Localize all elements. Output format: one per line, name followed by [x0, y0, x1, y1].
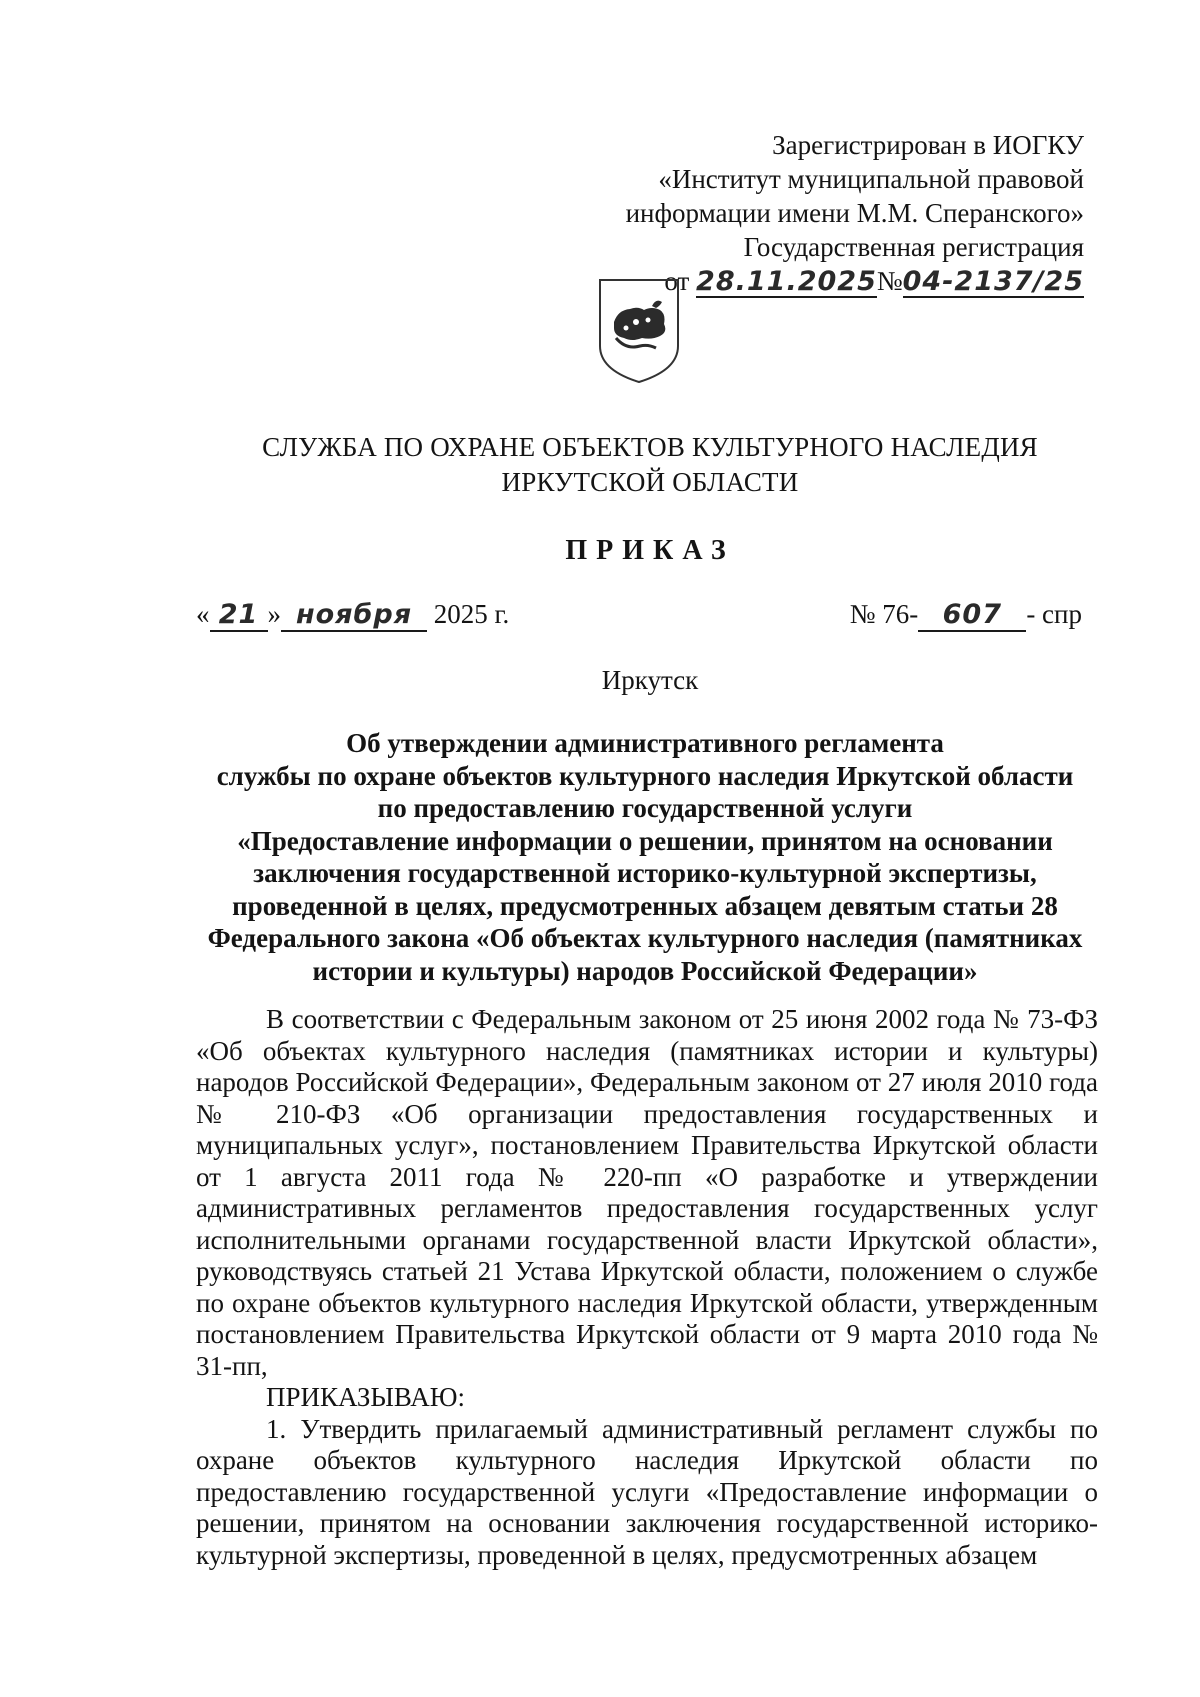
order-title: ПРИКАЗ	[565, 535, 735, 566]
order-number-suffix: - спр	[1026, 599, 1082, 629]
subject-line: истории и культуры) народов Российской Федерации»	[312, 955, 978, 986]
date-year: 2025 г.	[433, 599, 510, 629]
order-number-handwritten: 607	[918, 600, 1026, 632]
subject-line: по предоставлению государственной услуги	[377, 793, 913, 823]
organization-title-line-1: СЛУЖБА ПО ОХРАНЕ ОБЪЕКТОВ КУЛЬТУРНОГО НАСЛЕДИЯ	[262, 432, 1038, 462]
preamble-paragraph: В соответствии с Федеральным законом от 25 июня 2002 года № 73-ФЗ «Об объектах культурного наследия (памятниках истории и культуры) народов Российской Федерации», Федеральным законом от 27 июля 2010 года № 210-ФЗ «Об организации предоставления государственных и муниципальных услуг», постановлением Правительства Иркутской области от 1 августа 2011 года № 220-пп «О разработке и утверждении административных регламентов предоставления государственных услуг исполнительными органами государственной власти Иркутской области», руководствуясь статьей 21 Устава Иркутской области, положением о службе по охране объектов культурного наследия Иркутской области, утвержденным постановлением Правительства Иркутской области от 9 марта 2010 года № 31-пп,	[196, 1004, 1098, 1381]
date-open-quote: «	[196, 599, 210, 629]
registration-number-handwritten: 04-2137/25	[902, 266, 1084, 297]
registration-from-prefix: от	[664, 266, 690, 296]
registration-line-2: «Институт муниципальной правовой	[658, 164, 1084, 194]
subject-line: заключения государственной историко-культурной экспертизы,	[253, 858, 1037, 888]
organization-title-line-2: ИРКУТСКОЙ ОБЛАСТИ	[501, 467, 799, 497]
registration-date-handwritten: 28.11.2025	[696, 266, 877, 297]
registration-date-line	[626, 264, 1084, 298]
registration-line-3: информации имени М.М. Сперанского»	[625, 198, 1084, 228]
organization-title	[0, 430, 1200, 500]
registration-line-1: Зарегистрирован в ИОГКУ	[772, 130, 1084, 160]
city: Иркутск	[601, 665, 699, 695]
order-directive-word: ПРИКАЗЫВАЮ:	[266, 1382, 465, 1412]
order-subject	[195, 727, 1095, 987]
subject-line: Об утверждении административного регламента	[346, 728, 944, 758]
order-number-prefix: № 76-	[849, 599, 919, 629]
order-number	[850, 596, 1082, 632]
date-month-handwritten: ноября	[281, 600, 427, 632]
date-day-handwritten: 21	[210, 600, 268, 632]
registration-line-4: Государственная регистрация	[743, 232, 1084, 262]
coat-of-arms-emblem	[596, 276, 682, 386]
date-close-quote: »	[267, 599, 281, 629]
subject-line: Федерального закона «Об объектах культурного наследия (памятниках	[207, 923, 1083, 953]
subject-line: «Предоставление информации о решении, принятом на основании	[237, 825, 1053, 856]
order-item-1: 1. Утвердить прилагаемый административный регламент службы по охране объектов культурного наследия Иркутской области по предоставлению государственной услуги «Предоставление информации о решении, принятом на основании заключения государственной историко-культурной экспертизы, проведенной в целях, предусмотренных абзацем	[196, 1413, 1098, 1570]
order-date	[196, 596, 509, 632]
subject-line: проведенной в целях, предусмотренных абзацем девятым статьи 28	[232, 890, 1058, 921]
registration-number-sign: №	[876, 266, 903, 296]
registration-stamp	[626, 128, 1084, 298]
order-body	[196, 1004, 1098, 1571]
subject-line: службы по охране объектов культурного наследия Иркутской области	[216, 760, 1074, 791]
